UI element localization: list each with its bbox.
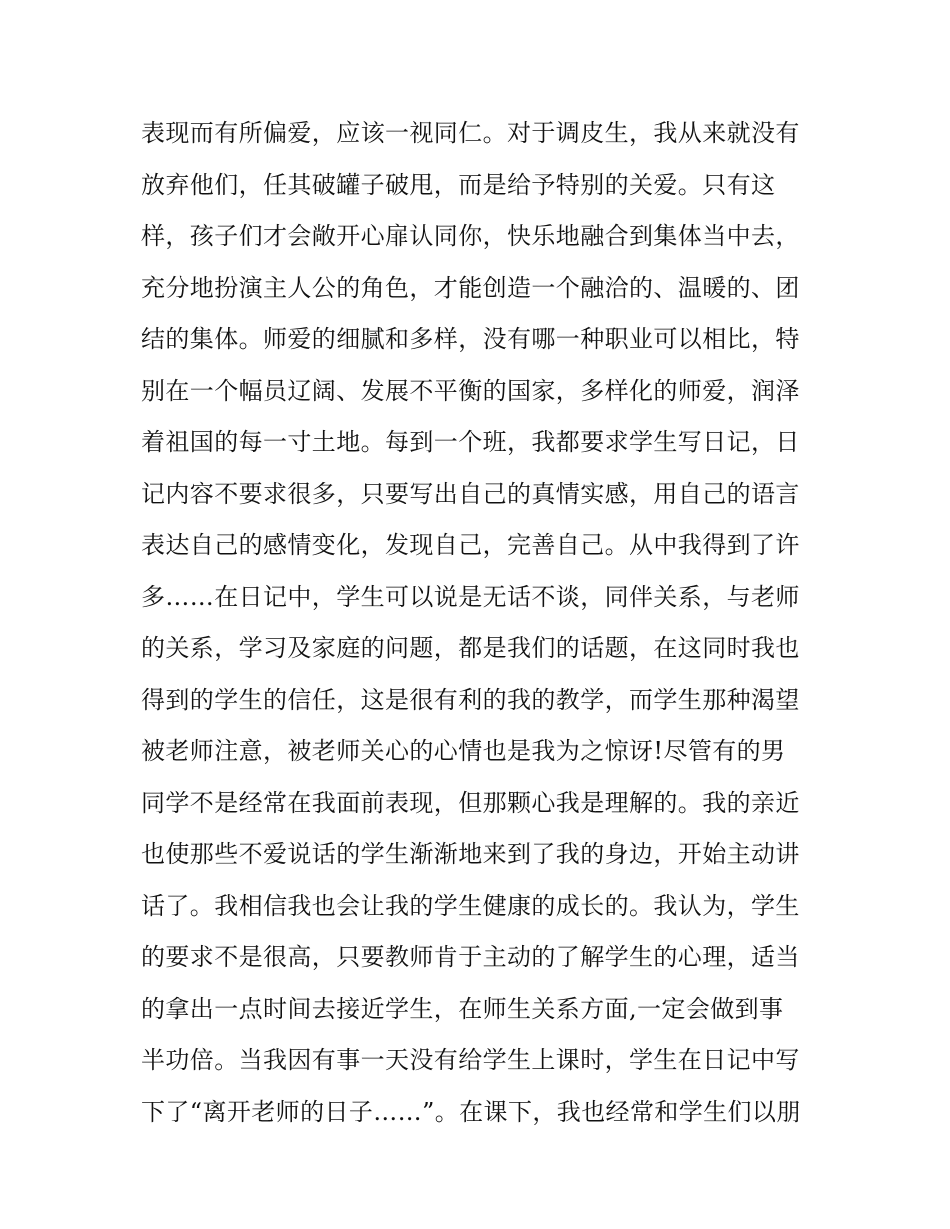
text-line: 下了“离开老师的日子……”。在课下，我也经常和学生们以朋 xyxy=(141,1097,801,1126)
text-line: 的要求不是很高，只要教师肯于主动的了解学生的心理，适当 xyxy=(141,943,800,971)
text-line: 表达自己的感情变化，发现自己，完善自己。从中我得到了许 xyxy=(141,531,800,559)
text-line: 被老师注意，被老师关心的心情也是我为之惊讶!尽管有的男 xyxy=(141,737,786,765)
text-line: 得到的学生的信任，这是很有利的我的教学，而学生那种渴望 xyxy=(141,685,800,714)
text-line: 样，孩子们才会敞开心扉认同你，快乐地融合到集体当中去， xyxy=(141,222,800,250)
text-line: 着祖国的每一寸土地。每到一个班，我都要求学生写日记，日 xyxy=(141,428,800,456)
body-text xyxy=(141,108,821,1138)
text-line: 的关系，学习及家庭的问题，都是我们的话题，在这同时我也 xyxy=(141,634,800,662)
text-line: 结的集体。师爱的细腻和多样，没有哪一种职业可以相比，特 xyxy=(141,325,800,353)
text-line: 也使那些不爱说话的学生渐渐地来到了我的身边，开始主动讲 xyxy=(141,840,800,868)
text-line: 话了。我相信我也会让我的学生健康的成长的。我认为，学生 xyxy=(141,891,800,920)
text-line: 放弃他们，任其破罐子破甩，而是给予特别的关爱。只有这 xyxy=(141,170,776,199)
text-line: 半功倍。当我因有事一天没有给学生上课时，学生在日记中写 xyxy=(141,1046,800,1074)
text-line: 记内容不要求很多，只要写出自己的真情实感，用自己的语言 xyxy=(141,479,800,508)
text-line: 表现而有所偏爱，应该一视同仁。对于调皮生，我从来就没有 xyxy=(141,119,800,147)
text-line: 充分地扮演主人公的角色，才能创造一个融洽的、温暖的、团 xyxy=(141,273,800,302)
text-line: 同学不是经常在我面前表现，但那颗心我是理解的。我的亲近 xyxy=(141,788,800,817)
text-line: 别在一个幅员辽阔、发展不平衡的国家，多样化的师爱，润泽 xyxy=(141,376,800,405)
text-line: 的拿出一点时间去接近学生，在师生关系方面,一定会做到事 xyxy=(141,994,784,1023)
text-line: 多……在日记中，学生可以说是无话不谈，同伴关系，与老师 xyxy=(141,582,800,611)
